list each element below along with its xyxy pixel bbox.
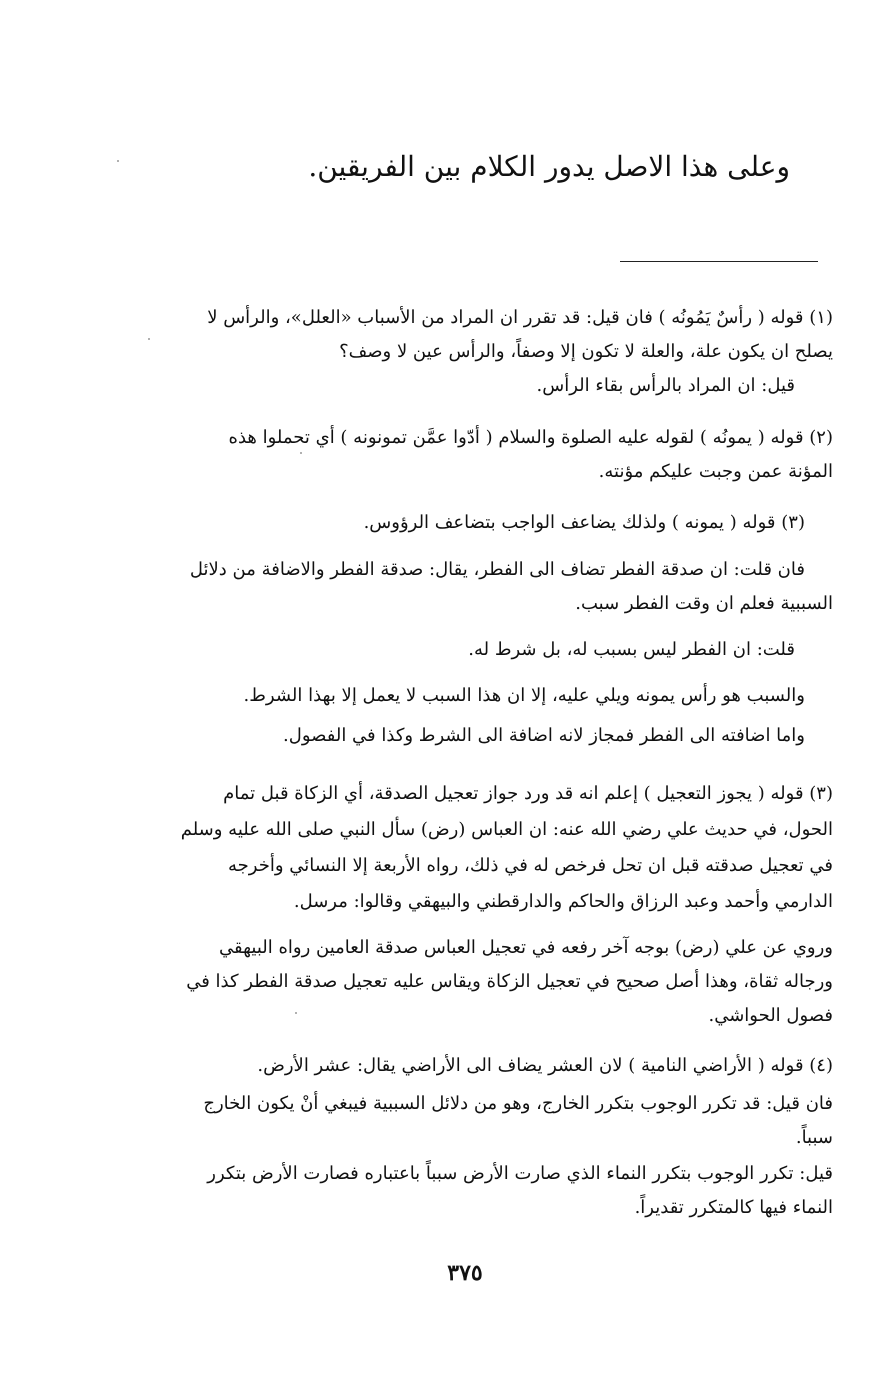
note-3-line-1: (٣) قوله ( يمونه ) ولذلك يضاعف الواجب بتضاعف الرؤوس.: [363, 512, 805, 533]
note-4-line-1: (٤) قوله ( الأراضي النامية ) لان العشر يضاف الى الأراضي يقال: عشر الأرض.: [257, 1055, 833, 1076]
note-3b-line-3: في تعجيل صدقته قبل ان تحل فرخص له في ذلك، رواه الأربعة إلا النسائي وأخرجه: [228, 855, 833, 876]
note-3b-line-7: فصول الحواشي.: [708, 1005, 833, 1026]
scan-speck: [117, 160, 119, 162]
footnote-separator-rule: [620, 261, 818, 262]
note-4-line-5: النماء فيها كالمتكرر تقديراً.: [634, 1197, 833, 1218]
note-4-line-2: فان قيل: قد تكرر الوجوب بتكرر الخارج، وهو من دلائل السببية فيبغي أنْ يكون الخارج: [203, 1093, 833, 1114]
note-3-line-6: واما اضافته الى الفطر فمجاز لانه اضافة الى الشرط وكذا في الفصول.: [283, 725, 805, 746]
note-2-line-2: المؤنة عمن وجبت عليكم مؤنته.: [598, 461, 833, 482]
note-3-line-2: فان قلت: ان صدقة الفطر تضاف الى الفطر، يقال: صدقة الفطر والاضافة من دلائل: [189, 559, 805, 580]
note-1-line-3: قيل: ان المراد بالرأس بقاء الرأس.: [536, 375, 795, 396]
note-4-line-4: قيل: تكرر الوجوب بتكرر النماء الذي صارت الأرض سبباً باعتباره فصارت الأرض بتكرر: [207, 1163, 833, 1184]
page-heading: وعلى هذا الاصل يدور الكلام بين الفريقين.: [308, 150, 790, 183]
note-3b-line-2: الحول، في حديث علي رضي الله عنه: ان العباس (رض) سأل النبي صلى الله عليه وسلم: [180, 819, 833, 840]
scan-speck: [295, 1012, 297, 1014]
note-3-line-3: السببية فعلم ان وقت الفطر سبب.: [575, 593, 833, 614]
note-3b-line-5: وروي عن علي (رض) بوجه آخر رفعه في تعجيل العباس صدقة العامين رواه البيهقي: [219, 937, 833, 958]
note-3-line-5: والسبب هو رأس يمونه ويلي عليه، إلا ان هذا السبب لا يعمل إلا بهذا الشرط.: [243, 685, 805, 706]
note-1-line-2: يصلح ان يكون علة، والعلة لا تكون إلا وصفاً، والرأس عين لا وصف؟: [339, 341, 833, 362]
scan-speck: [148, 338, 150, 340]
note-1-line-1: (١) قوله ( رأسٌ يَمُونُه ) فان قيل: قد تقرر ان المراد من الأسباب «العلل»، والرأس لا: [207, 307, 833, 328]
scan-speck: [300, 452, 302, 454]
page-number: ٣٧٥: [447, 1260, 483, 1286]
note-2-line-1: (٢) قوله ( يمونُه ) لقوله عليه الصلوة والسلام ( أدّوا عمَّن تمونونه ) أي تحملوا هذه: [228, 427, 833, 448]
note-3b-line-6: ورجاله ثقاة، وهذا أصل صحيح في تعجيل الزكاة ويقاس عليه تعجيل صدقة الفطر كذا في: [186, 971, 833, 992]
note-3b-line-1: (٣) قوله ( يجوز التعجيل ) إعلم انه قد ورد جواز تعجيل الصدقة، أي الزكاة قبل تمام: [223, 783, 833, 804]
note-4-line-3: سبباً.: [795, 1127, 833, 1148]
note-3b-line-4: الدارمي وأحمد وعبد الرزاق والحاكم والدارقطني والبيهقي وقالوا: مرسل.: [293, 891, 833, 912]
note-3-line-4: قلت: ان الفطر ليس بسبب له، بل شرط له.: [468, 639, 795, 660]
